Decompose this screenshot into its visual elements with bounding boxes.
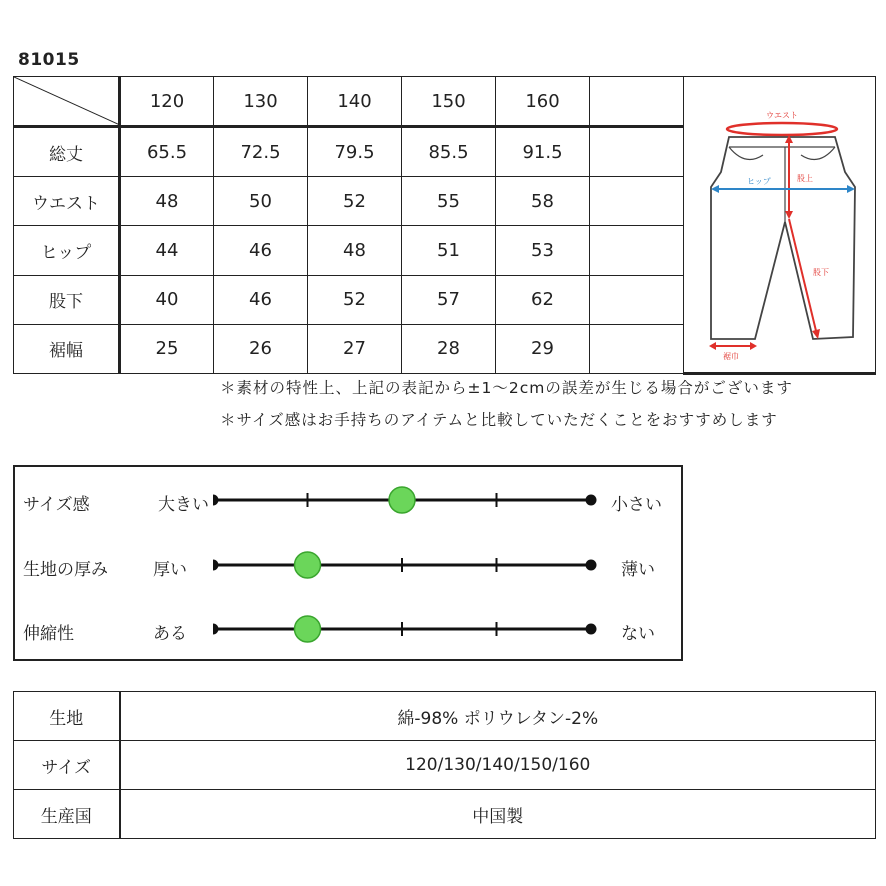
spec-label: サイズ xyxy=(14,741,120,790)
table-cell: 50 xyxy=(214,177,308,226)
fit-scale-box xyxy=(13,465,683,661)
table-cell: 91.5 xyxy=(496,127,590,177)
diagonal-line xyxy=(14,77,120,125)
product-code: 81015 xyxy=(18,50,80,70)
pants-diagram-cell xyxy=(684,77,876,374)
hip-label: ヒップ xyxy=(746,177,771,186)
spec-value: 中国製 xyxy=(120,790,876,839)
table-cell: 72.5 xyxy=(214,127,308,177)
fit-right-label: 薄い xyxy=(621,560,655,580)
spec-row xyxy=(14,790,876,839)
table-cell: 44 xyxy=(120,226,214,275)
row-label: 裾幅 xyxy=(14,324,120,373)
table-cell: 52 xyxy=(308,275,402,324)
inseam-label: 股下 xyxy=(812,268,829,277)
scale-marker xyxy=(389,487,415,513)
fit-track xyxy=(213,545,599,585)
fit-label: 生地の厚み xyxy=(23,560,108,580)
fit-row-size xyxy=(15,480,681,520)
scale-end-dot xyxy=(213,495,219,506)
table-cell: 25 xyxy=(120,324,214,373)
fit-label: サイズ感 xyxy=(23,495,90,515)
table-cell: 85.5 xyxy=(402,127,496,177)
scale-end-dot xyxy=(213,560,219,571)
table-cell: 48 xyxy=(308,226,402,275)
size-header-cell: 120 xyxy=(120,77,214,127)
scale-marker xyxy=(295,552,321,578)
fit-track xyxy=(213,480,599,520)
table-cell: 46 xyxy=(214,226,308,275)
scale-end-dot xyxy=(213,624,219,635)
row-label: 股下 xyxy=(14,275,120,324)
rise-label: 股上 xyxy=(796,174,813,183)
spec-row xyxy=(14,741,876,790)
table-cell: 46 xyxy=(214,275,308,324)
pants-diagram xyxy=(685,77,875,367)
note-tolerance: ＊素材の特性上、上記の表記から±1〜2cmの誤差が生じる場合がございます xyxy=(220,379,793,397)
table-cell: 48 xyxy=(120,177,214,226)
size-header-cell: 150 xyxy=(402,77,496,127)
scale-marker xyxy=(295,616,321,642)
scale-end-dot xyxy=(586,495,597,506)
spec-value: 120/130/140/150/160 xyxy=(120,741,876,790)
fit-right-label: 小さい xyxy=(611,495,662,515)
scale-end-dot xyxy=(586,624,597,635)
table-cell: 26 xyxy=(214,324,308,373)
table-cell xyxy=(590,324,684,373)
table-cell: 40 xyxy=(120,275,214,324)
table-cell: 29 xyxy=(496,324,590,373)
table-cell: 28 xyxy=(402,324,496,373)
fit-left-label: 大きい xyxy=(158,495,209,515)
spec-label: 生地 xyxy=(14,692,120,741)
scale-end-dot xyxy=(586,560,597,571)
fit-row-stretch xyxy=(15,609,681,649)
table-cell: 52 xyxy=(308,177,402,226)
table-cell: 62 xyxy=(496,275,590,324)
corner-cell xyxy=(14,77,120,127)
spec-table xyxy=(13,691,876,839)
table-cell: 57 xyxy=(402,275,496,324)
table-cell: 79.5 xyxy=(308,127,402,177)
fit-track xyxy=(213,609,599,649)
table-cell: 27 xyxy=(308,324,402,373)
note-compare: ＊サイズ感はお手持ちのアイテムと比較していただくことをおすすめします xyxy=(220,411,778,429)
fit-left-label: 厚い xyxy=(153,560,187,580)
size-header-cell: 140 xyxy=(308,77,402,127)
fit-left-label: ある xyxy=(153,624,187,644)
row-label: ウエスト xyxy=(14,177,120,226)
table-cell: 53 xyxy=(496,226,590,275)
table-cell xyxy=(590,177,684,226)
size-header-cell xyxy=(590,77,684,127)
row-label: ヒップ xyxy=(14,226,120,275)
table-cell: 58 xyxy=(496,177,590,226)
spec-label: 生産国 xyxy=(14,790,120,839)
table-cell: 55 xyxy=(402,177,496,226)
spec-value: 綿-98% ポリウレタン-2% xyxy=(120,692,876,741)
size-header-cell: 130 xyxy=(214,77,308,127)
fit-row-thickness xyxy=(15,545,681,585)
waist-label: ウエスト xyxy=(765,111,798,120)
fit-label: 伸縮性 xyxy=(23,624,74,644)
row-label: 総丈 xyxy=(14,127,120,177)
table-cell xyxy=(590,275,684,324)
hem-label: 裾巾 xyxy=(722,352,739,361)
table-cell xyxy=(590,127,684,177)
size-table xyxy=(13,76,876,375)
table-cell xyxy=(590,226,684,275)
table-cell: 65.5 xyxy=(120,127,214,177)
spec-row xyxy=(14,692,876,741)
size-header-cell: 160 xyxy=(496,77,590,127)
size-header-row xyxy=(14,77,876,127)
fit-right-label: ない xyxy=(621,624,655,644)
table-cell: 51 xyxy=(402,226,496,275)
